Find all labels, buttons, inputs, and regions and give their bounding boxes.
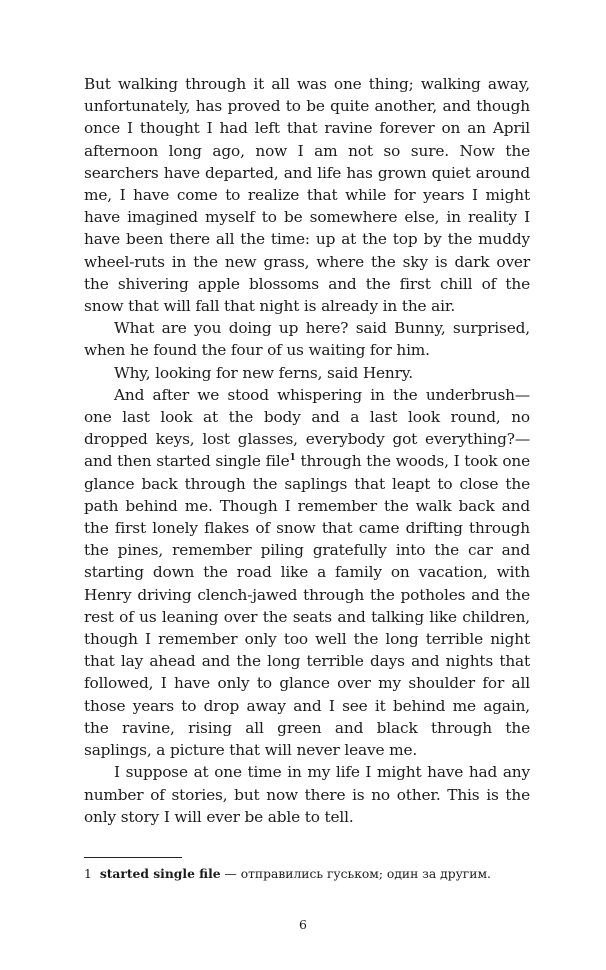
body-text [84,73,530,828]
footnote [84,866,530,882]
footnote-divider [84,857,182,858]
paragraph-4-part-2: through the woods, I took one glance back through the saplings that leapt to close the path behind me. Though I remember the walk back and the first lonely flakes of snow that came drifting through the pines, remember piling gratefully into the car and starting down the road like a family on vacation, with Henry driving clench-jawed through the potholes and the rest of us leaning over the seats and talking like children, though I remember only too well the long terrible night that lay ahead and the long terrible days and nights that followed, I have only to glance over my shoulder for all those years to drop away and I see it behind me again, the ravine, rising all green and black through the saplings, a picture that will never leave me. [84,452,530,760]
paragraph-2: What are you doing up here? said Bunny, surprised, when he found the four of us waiting for him. [84,319,530,360]
paragraph-5: I suppose at one time in my life I might have had any number of stories, but now there is no other. This is the only story I will ever be able to tell. [84,763,530,826]
footnote-term: started single file [99,866,221,881]
footnote-reference: 1 [289,453,296,464]
paragraph-4-part-1: And after we stood whispering in the underbrush—one last look at the body and a last look round, no dropped keys, lost glasses, everybody got everything?—and then started single file [84,385,530,471]
paragraph-4 [84,384,530,761]
footnote-number: 1 [84,867,92,881]
paragraph-1: But walking through it all was one thing; walking away, unfortunately, has proved to be quite another, and though once I thought I had left that ravine forever on an April afternoon long ago, now I am not so sure. Now the searchers have departed, and life has grown quiet around me, I have come to realize that while for years I might have imagined myself to be somewhere else, in reality I have been there all the time: up at the top by the muddy wheel-ruts in the new grass, where the sky is dark over the shivering apple blossoms and the first chill of the snow that will fall that night is already in the air. [84,75,530,316]
footnote-translation: — отправились гуськом; один за другим. [220,867,491,881]
page-number: 6 [299,917,307,932]
paragraph-3: Why, looking for new ferns, said Henry. [114,363,413,382]
